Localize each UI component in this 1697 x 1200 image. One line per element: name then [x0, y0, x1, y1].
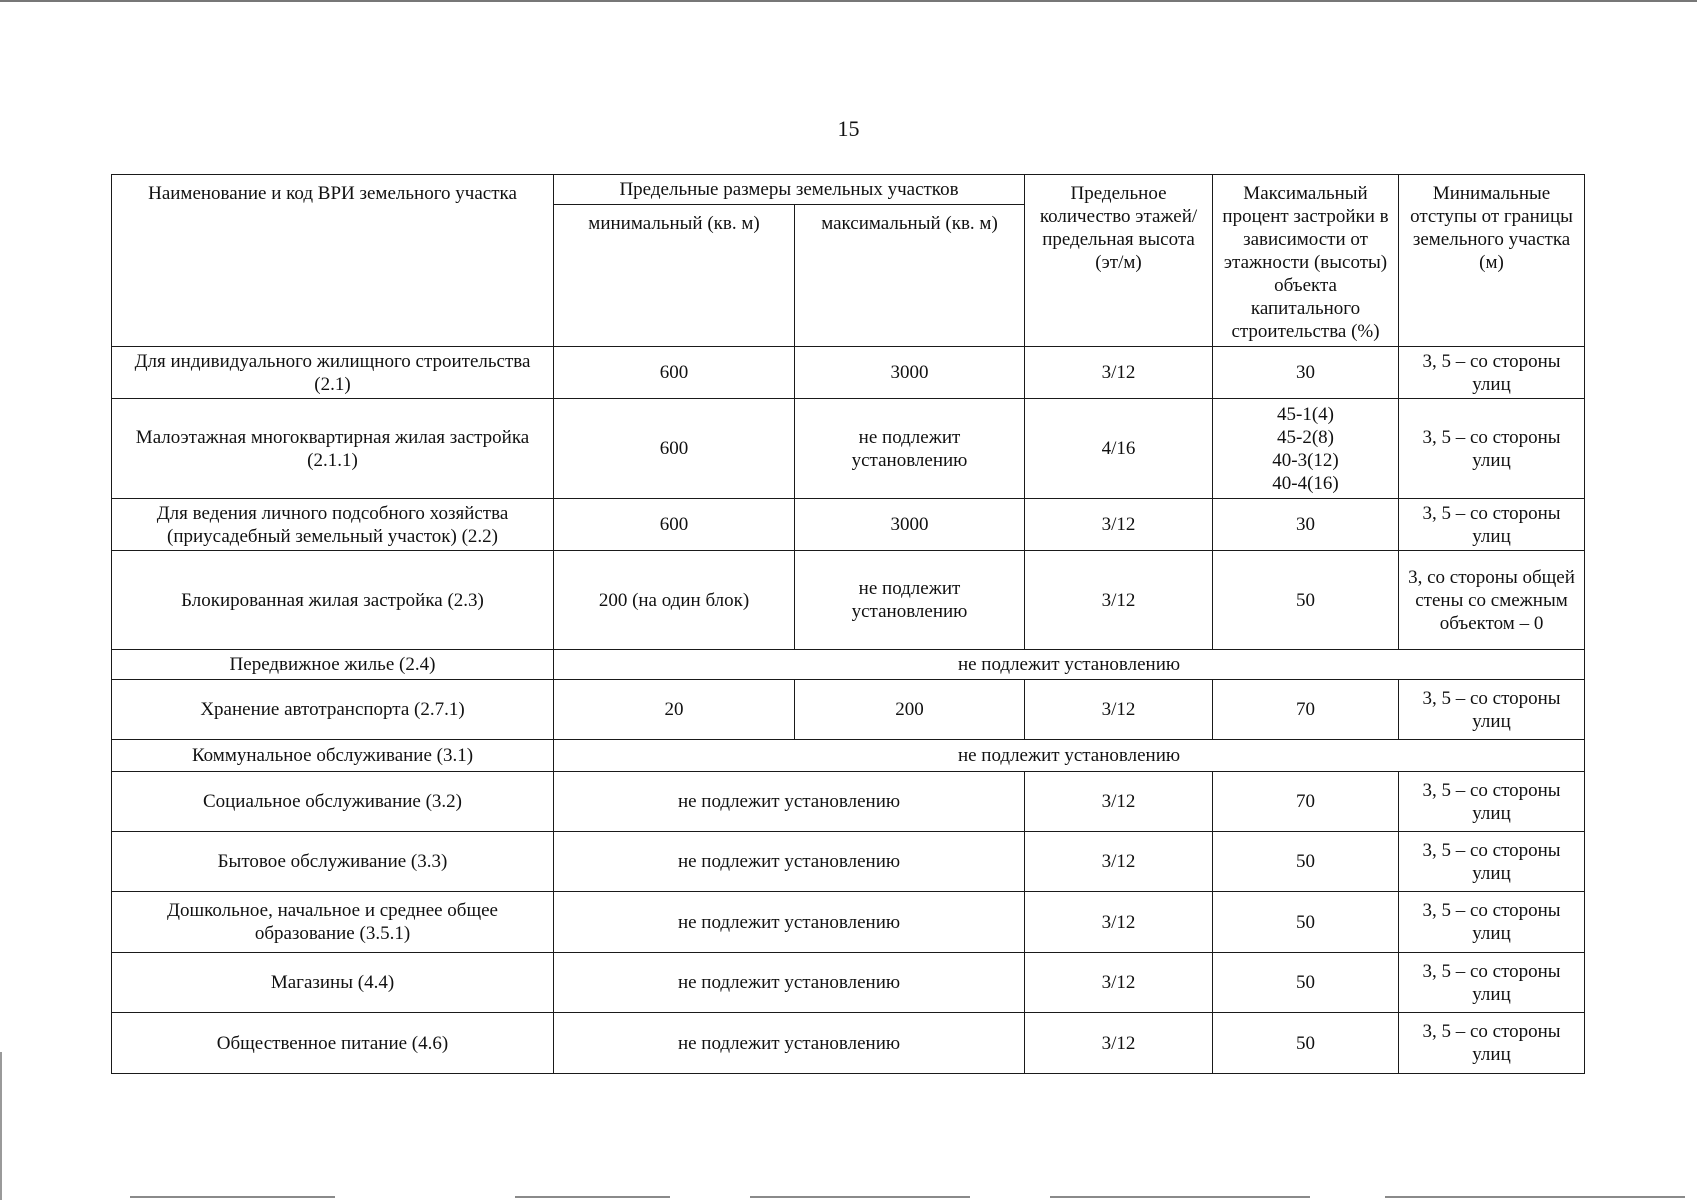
row-percent: 50: [1213, 953, 1399, 1013]
row-min: 600: [554, 399, 795, 499]
page-number: 15: [837, 116, 860, 141]
row-setback: 3, 5 – со стороны улиц: [1399, 832, 1585, 892]
header-percent: Максимальный процент застройки в зависимости от этажности (высоты) объекта капитального строительства (%): [1213, 175, 1399, 347]
row-percent: 50: [1213, 1013, 1399, 1074]
row-floors: 3/12: [1025, 832, 1213, 892]
row-percent: 50: [1213, 892, 1399, 953]
table-row: [112, 892, 1585, 953]
table-row: [112, 680, 1585, 740]
row-setback: 3, со стороны общей стены со смежным объектом – 0: [1399, 551, 1585, 650]
row-merged-value: не подлежит установлению: [554, 740, 1585, 772]
row-setback: 3, 5 – со стороны улиц: [1399, 680, 1585, 740]
scan-top-edge: [0, 0, 1697, 2]
row-sizes: не подлежит установлению: [554, 1013, 1025, 1074]
row-name: Социальное обслуживание (3.2): [112, 772, 554, 832]
header-setbacks: Минимальные отступы от границы земельного участка (м): [1399, 175, 1585, 347]
row-floors: 4/16: [1025, 399, 1213, 499]
row-name: Коммунальное обслуживание (3.1): [112, 740, 554, 772]
row-percent: 70: [1213, 680, 1399, 740]
scan-bottom-mark: [1050, 1196, 1310, 1198]
row-setback: 3, 5 – со стороны улиц: [1399, 892, 1585, 953]
row-name: Магазины (4.4): [112, 953, 554, 1013]
row-percent: 50: [1213, 832, 1399, 892]
row-setback: 3, 5 – со стороны улиц: [1399, 772, 1585, 832]
row-max: 3000: [795, 347, 1025, 399]
row-min: 600: [554, 499, 795, 551]
row-floors: 3/12: [1025, 892, 1213, 953]
header-name: Наименование и код ВРИ земельного участка: [112, 175, 554, 347]
row-setback: 3, 5 – со стороны улиц: [1399, 399, 1585, 499]
row-name: Бытовое обслуживание (3.3): [112, 832, 554, 892]
table-row: [112, 832, 1585, 892]
table-row: [112, 772, 1585, 832]
row-name: Для индивидуального жилищного строительства (2.1): [112, 347, 554, 399]
row-name: Общественное питание (4.6): [112, 1013, 554, 1074]
percent-line: 40-3(12): [1272, 449, 1339, 471]
table-row: [112, 551, 1585, 650]
row-name: Малоэтажная многоквартирная жилая застройка (2.1.1): [112, 399, 554, 499]
row-name: Дошкольное, начальное и среднее общее образование (3.5.1): [112, 892, 554, 953]
scan-left-edge: [0, 1052, 2, 1200]
row-max: 3000: [795, 499, 1025, 551]
zoning-regulations-table: [111, 174, 1585, 1074]
percent-line: 45-1(4): [1277, 403, 1334, 425]
header-sizes-group: Предельные размеры земельных участков: [554, 175, 1025, 205]
row-min: 200 (на один блок): [554, 551, 795, 650]
row-floors: 3/12: [1025, 499, 1213, 551]
row-floors: 3/12: [1025, 953, 1213, 1013]
row-setback: 3, 5 – со стороны улиц: [1399, 953, 1585, 1013]
table-row: [112, 740, 1585, 772]
row-min: 600: [554, 347, 795, 399]
row-floors: 3/12: [1025, 1013, 1213, 1074]
row-max: не подлежит установлению: [795, 551, 1025, 650]
table-row: [112, 399, 1585, 499]
row-setback: 3, 5 – со стороны улиц: [1399, 499, 1585, 551]
row-floors: 3/12: [1025, 347, 1213, 399]
table-row: [112, 953, 1585, 1013]
scan-bottom-mark: [750, 1196, 970, 1198]
row-name: Хранение автотранспорта (2.7.1): [112, 680, 554, 740]
header-floors: Предельное количество этажей/ предельная высота (эт/м): [1025, 175, 1213, 347]
percent-line: 45-2(8): [1277, 426, 1334, 448]
row-setback: 3, 5 – со стороны улиц: [1399, 1013, 1585, 1074]
header-min: минимальный (кв. м): [554, 205, 795, 347]
row-max: не подлежит установлению: [795, 399, 1025, 499]
row-percent: 30: [1213, 499, 1399, 551]
row-min: 20: [554, 680, 795, 740]
table-header-row: [112, 175, 1585, 205]
header-max: максимальный (кв. м): [795, 205, 1025, 347]
table-row: [112, 650, 1585, 680]
row-setback: 3, 5 – со стороны улиц: [1399, 347, 1585, 399]
row-sizes: не подлежит установлению: [554, 772, 1025, 832]
percent-line: 40-4(16): [1272, 472, 1339, 494]
row-merged-value: не подлежит установлению: [554, 650, 1585, 680]
row-percent: [1213, 399, 1399, 499]
row-floors: 3/12: [1025, 680, 1213, 740]
scan-bottom-mark: [130, 1196, 335, 1198]
row-sizes: не подлежит установлению: [554, 953, 1025, 1013]
row-floors: 3/12: [1025, 772, 1213, 832]
row-percent: 70: [1213, 772, 1399, 832]
table-row: [112, 1013, 1585, 1074]
row-max: 200: [795, 680, 1025, 740]
row-floors: 3/12: [1025, 551, 1213, 650]
table-row: [112, 347, 1585, 399]
table-row: [112, 499, 1585, 551]
row-sizes: не подлежит установлению: [554, 832, 1025, 892]
row-sizes: не подлежит установлению: [554, 892, 1025, 953]
row-name: Для ведения личного подсобного хозяйства (приусадебный земельный участок) (2.2): [112, 499, 554, 551]
scan-bottom-mark: [1385, 1196, 1685, 1198]
row-percent: 50: [1213, 551, 1399, 650]
row-name: Передвижное жилье (2.4): [112, 650, 554, 680]
scan-bottom-mark: [515, 1196, 670, 1198]
row-percent: 30: [1213, 347, 1399, 399]
row-name: Блокированная жилая застройка (2.3): [112, 551, 554, 650]
